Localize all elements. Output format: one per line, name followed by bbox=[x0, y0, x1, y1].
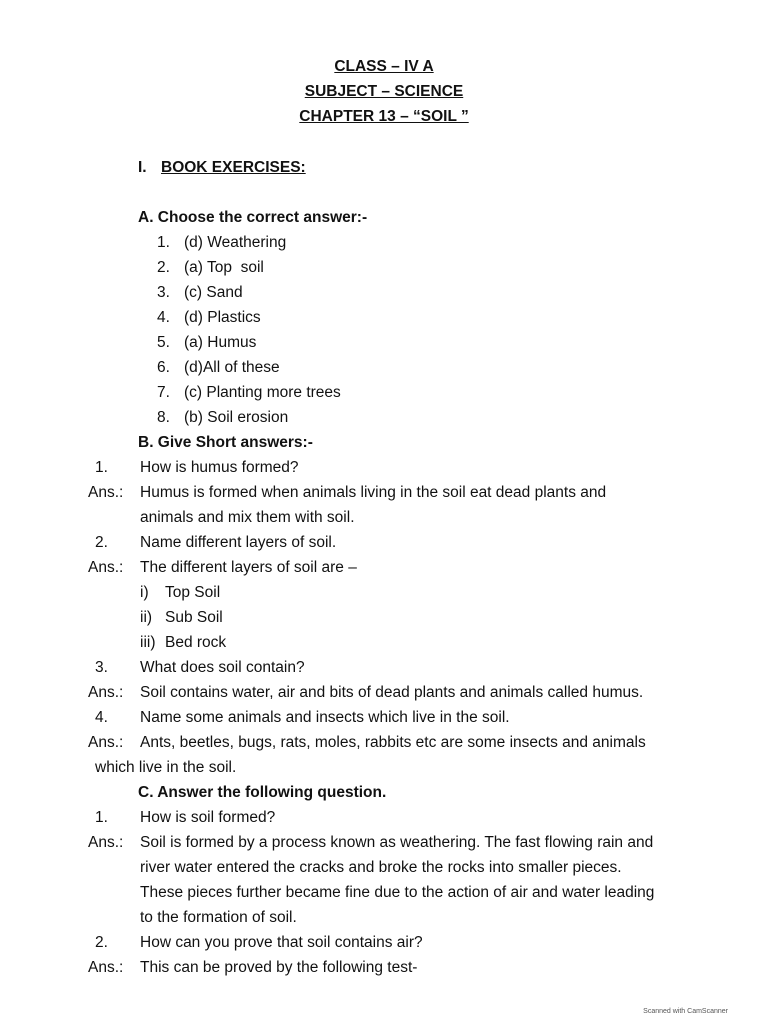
question-number: 1. bbox=[95, 459, 108, 476]
answer-label: Ans.: bbox=[88, 684, 124, 701]
question-text: How can you prove that soil contains air? bbox=[140, 934, 423, 951]
answer-label: Ans.: bbox=[88, 734, 124, 751]
mcq-item-number: 3. bbox=[157, 284, 170, 301]
layer-number: ii) bbox=[140, 609, 153, 626]
scanner-watermark: Scanned with CamScanner bbox=[643, 1008, 728, 1015]
answer-text: The different layers of soil are – bbox=[140, 559, 357, 576]
answer-label: Ans.: bbox=[88, 484, 124, 501]
mcq-item-answer: (d)All of these bbox=[184, 359, 280, 376]
question-number: 3. bbox=[95, 659, 108, 676]
answer-text: Humus is formed when animals living in the soil eat dead plants and bbox=[140, 484, 607, 501]
mcq-item-number: 1. bbox=[157, 234, 170, 251]
answer-text: Soil is formed by a process known as weathering. The fast flowing rain and bbox=[140, 834, 654, 851]
answer-label: Ans.: bbox=[88, 834, 124, 851]
answer-text: which live in the soil. bbox=[95, 759, 237, 776]
answer-label: Ans.: bbox=[88, 559, 124, 576]
question-text: How is soil formed? bbox=[140, 809, 276, 826]
mcq-item-number: 2. bbox=[157, 259, 170, 276]
section-i-number: I. bbox=[138, 159, 147, 176]
mcq-item-answer: (a) Top soil bbox=[184, 259, 264, 276]
answer-text: These pieces further became fine due to the action of air and water leading bbox=[140, 884, 655, 901]
question-text: How is humus formed? bbox=[140, 459, 299, 476]
question-number: 2. bbox=[95, 934, 108, 951]
subject-heading: SUBJECT – SCIENCE bbox=[304, 83, 464, 100]
layer-number: i) bbox=[140, 584, 149, 601]
question-text: Name different layers of soil. bbox=[140, 534, 337, 551]
mcq-item-answer: (c) Sand bbox=[184, 284, 243, 301]
answer-label: Ans.: bbox=[88, 959, 124, 976]
question-number: 1. bbox=[95, 809, 108, 826]
section-i-title: BOOK EXERCISES: bbox=[161, 159, 306, 176]
question-text: What does soil contain? bbox=[140, 659, 305, 676]
mcq-item-number: 6. bbox=[157, 359, 170, 376]
class-heading: CLASS – IV A bbox=[334, 58, 434, 75]
mcq-item-answer: (d) Weathering bbox=[184, 234, 287, 251]
mcq-item-answer: (c) Planting more trees bbox=[184, 384, 341, 401]
answer-text: to the formation of soil. bbox=[140, 909, 297, 926]
answer-text: animals and mix them with soil. bbox=[140, 509, 355, 526]
question-number: 4. bbox=[95, 709, 108, 726]
layer-name: Bed rock bbox=[165, 634, 227, 651]
mcq-item-number: 8. bbox=[157, 409, 170, 426]
mcq-item-number: 5. bbox=[157, 334, 170, 351]
mcq-item-number: 4. bbox=[157, 309, 170, 326]
answer-text: Ants, beetles, bugs, rats, moles, rabbits etc are some insects and animals bbox=[140, 734, 646, 751]
answer-text: This can be proved by the following test- bbox=[140, 959, 418, 976]
part-b-title: B. Give Short answers:- bbox=[138, 434, 313, 451]
layer-name: Sub Soil bbox=[165, 609, 223, 626]
mcq-item-number: 7. bbox=[157, 384, 170, 401]
mcq-item-answer: (d) Plastics bbox=[184, 309, 261, 326]
part-a-title: A. Choose the correct answer:- bbox=[138, 209, 368, 226]
part-c-title: C. Answer the following question. bbox=[138, 784, 387, 801]
question-number: 2. bbox=[95, 534, 108, 551]
layer-name: Top Soil bbox=[165, 584, 221, 601]
answer-text: Soil contains water, air and bits of dead plants and animals called humus. bbox=[140, 684, 644, 701]
mcq-item-answer: (b) Soil erosion bbox=[184, 409, 289, 426]
chapter-heading: CHAPTER 13 – “SOIL ” bbox=[299, 108, 469, 125]
answer-text: river water entered the cracks and broke the rocks into smaller pieces. bbox=[140, 859, 622, 876]
layer-number: iii) bbox=[140, 634, 156, 651]
mcq-item-answer: (a) Humus bbox=[184, 334, 257, 351]
question-text: Name some animals and insects which live in the soil. bbox=[140, 709, 510, 726]
